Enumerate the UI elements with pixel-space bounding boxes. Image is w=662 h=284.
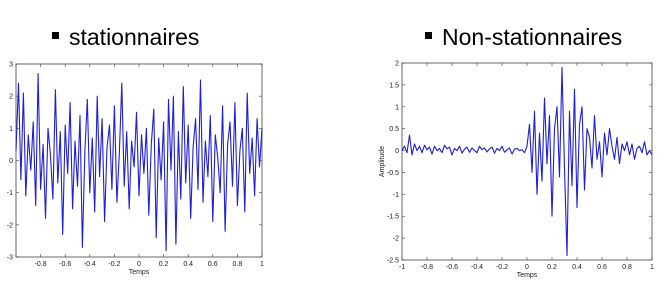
heading-stationnaires-label: stationnaires bbox=[69, 24, 200, 50]
y-tick-label: -1 bbox=[6, 190, 13, 198]
x-tick-label: 0.2 bbox=[158, 261, 169, 268]
chart-1 bbox=[0, 62, 264, 277]
plot-frame bbox=[402, 63, 652, 260]
x-tick-label: 0 bbox=[525, 264, 529, 271]
y-tick-label: 2 bbox=[9, 93, 13, 101]
x-tick-label: 1 bbox=[650, 264, 654, 271]
x-tick-label: 0.8 bbox=[622, 264, 632, 271]
x-tick-label: 0 bbox=[137, 261, 141, 268]
heading-non-stationnaires-label: Non-stationnaires bbox=[442, 24, 623, 50]
x-tick-label: -0.8 bbox=[420, 264, 434, 271]
y-tick-label: 2 bbox=[395, 60, 399, 68]
x-tick-label: -0.6 bbox=[445, 264, 459, 271]
y-tick-label: -3 bbox=[6, 254, 13, 262]
y-tick-label: 0.5 bbox=[389, 126, 399, 134]
x-tick-label: 0.6 bbox=[597, 264, 607, 271]
x-tick-label: -0.4 bbox=[470, 264, 484, 271]
y-tick-label: 1 bbox=[395, 104, 399, 112]
y-tick-label: -2 bbox=[6, 222, 13, 230]
x-tick-label: -0.6 bbox=[59, 261, 72, 268]
y-tick-label: -2.5 bbox=[386, 257, 399, 265]
y-tick-label: 1 bbox=[9, 125, 13, 133]
x-tick-label: 0.4 bbox=[183, 261, 194, 268]
y-tick-label: 3 bbox=[9, 61, 13, 69]
y-tick-label: 0 bbox=[9, 158, 13, 165]
x-tick-label: 0.6 bbox=[207, 261, 218, 268]
y-tick-label: -2 bbox=[392, 235, 399, 243]
x-tick-label: 0.4 bbox=[572, 264, 582, 271]
x-tick-label: 1 bbox=[260, 261, 264, 268]
x-tick-label: 0.8 bbox=[232, 261, 243, 268]
y-tick-label: 1.5 bbox=[389, 82, 399, 90]
x-tick-label: -0.2 bbox=[495, 264, 509, 271]
chart-2 bbox=[379, 61, 654, 280]
y-axis-label: Amplitude bbox=[379, 145, 386, 178]
x-tick-label: -0.4 bbox=[83, 261, 96, 268]
y-tick-label: -1 bbox=[392, 191, 399, 199]
x-axis-label: Temps bbox=[128, 269, 150, 276]
y-tick-label: -0.5 bbox=[386, 169, 399, 177]
x-tick-label: 0.2 bbox=[547, 264, 557, 271]
y-tick-label: 0 bbox=[395, 148, 399, 156]
y-tick-label: -1.5 bbox=[386, 213, 399, 221]
x-tick-label: -0.2 bbox=[108, 261, 121, 268]
x-tick-label: -1 bbox=[398, 264, 406, 271]
x-tick-label: -0.8 bbox=[34, 261, 47, 268]
x-axis-label: Temps bbox=[516, 272, 538, 279]
